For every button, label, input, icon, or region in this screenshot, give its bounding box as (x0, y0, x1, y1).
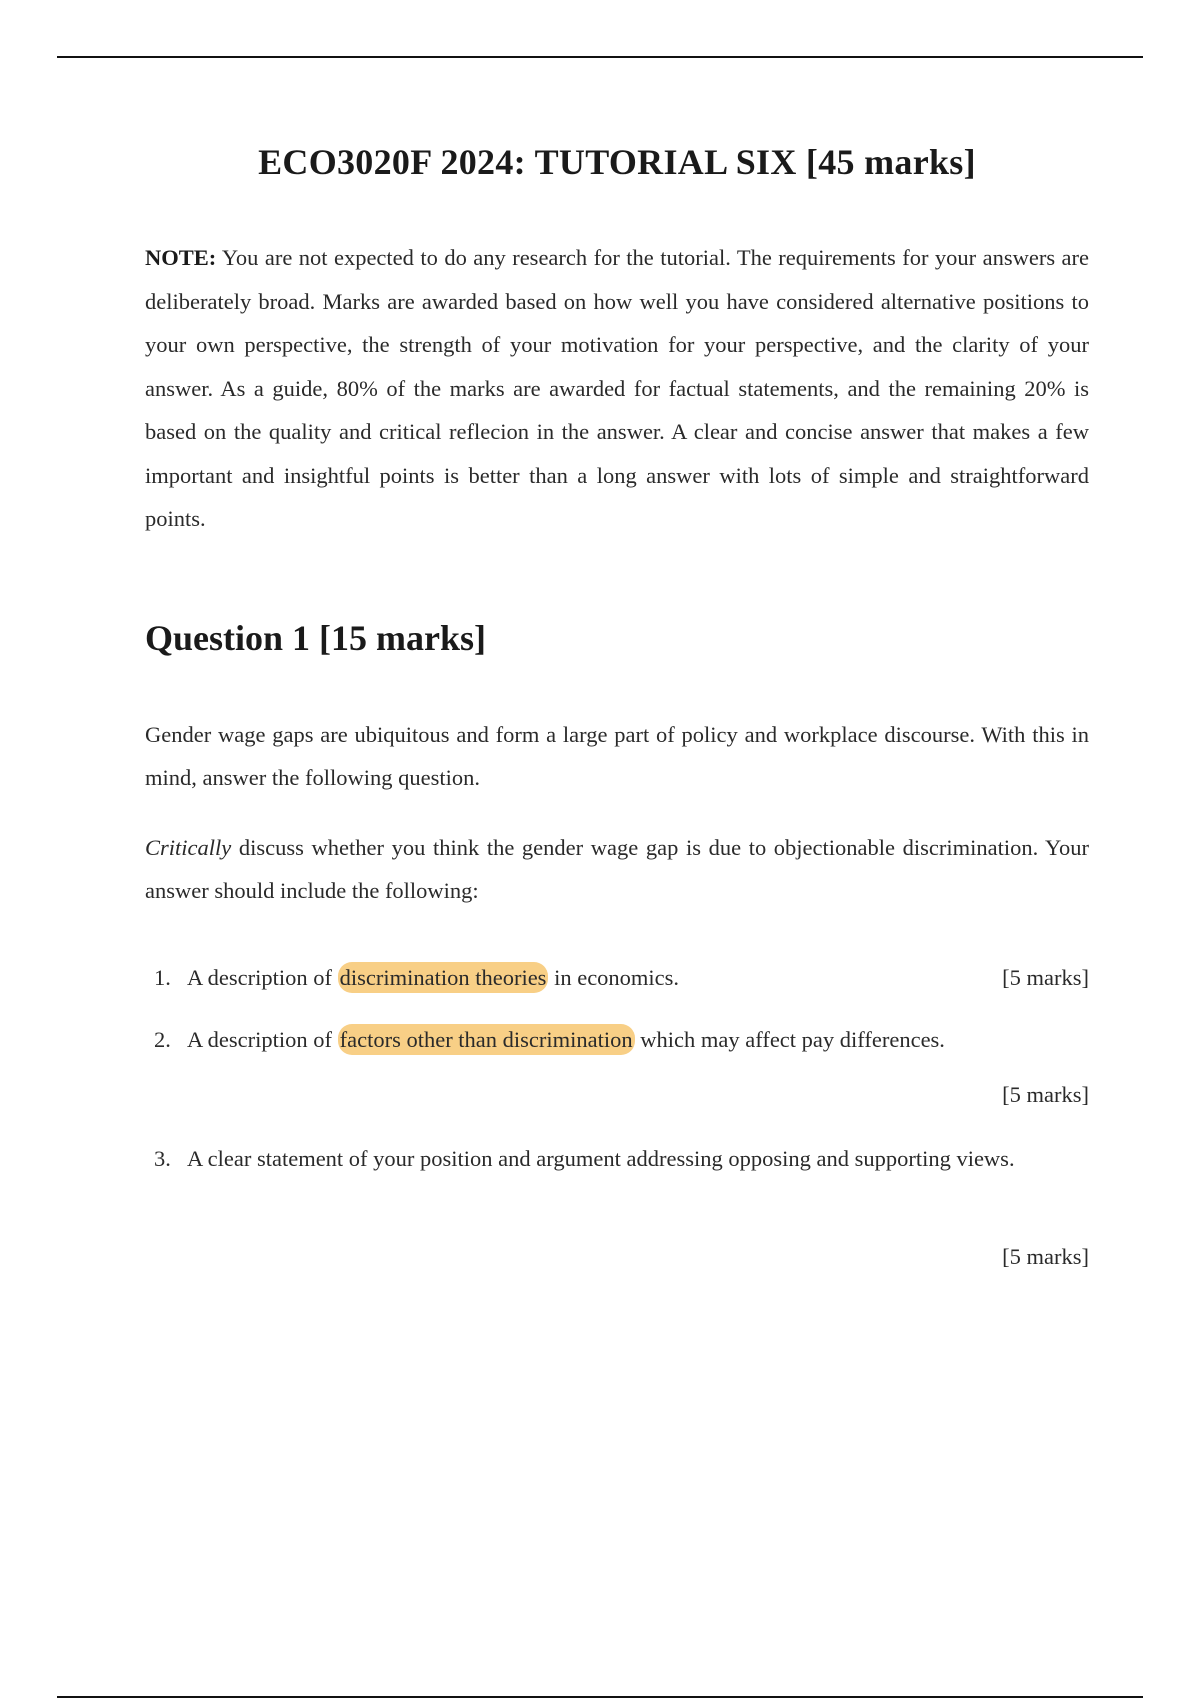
highlighted-text: factors other than discrimination (338, 1024, 635, 1055)
question-intro: Gender wage gaps are ubiquitous and form a large part of policy and workplace discourse. With this in mind, answer the following question. (145, 722, 1089, 790)
note-text: You are not expected to do any research for the tutorial. The requirements for your answers are deliberately broad. Marks are awarded based on how well you have considered alternative positions to your own perspective, the strength of your motivation for your perspective, and the clarity of your answer. As a guide, 80% of the marks are awarded for factual statements, and the remaining 20% is based on the quality and critical reflecion in the answer. A clear and concise answer that makes a few important and insightful points is better than a long answer with lots of simple and straightforward points. (145, 245, 1089, 531)
item-text (187, 1018, 1089, 1061)
bottom-rule (57, 1696, 1143, 1698)
note-label: NOTE: (145, 245, 217, 270)
prompt-text: discuss whether you think the gender wage gap is due to objectionable discrimination. Your answer should include the following: (145, 835, 1090, 903)
highlighted-text: discrimination theories (338, 962, 549, 993)
item-marks: [5 marks] (1002, 965, 1089, 990)
item-number: 3. (154, 1146, 171, 1171)
document-title: ECO3020F 2024: TUTORIAL SIX [45 marks] (258, 142, 976, 182)
top-rule (57, 56, 1143, 58)
question-prompt (145, 827, 1089, 912)
item-text-after: in economics. (548, 965, 680, 990)
item-text: A clear statement of your position and argument addressing opposing and supporting views. (187, 1146, 1015, 1171)
note-paragraph (145, 236, 1089, 541)
item-number: 1. (154, 965, 171, 990)
question-heading: Question 1 [15 marks] (145, 618, 486, 658)
item-marks: [5 marks] (1002, 1244, 1089, 1269)
item-text-before: A description of (187, 1027, 338, 1052)
prompt-emphasis: Critically (145, 835, 232, 860)
item-text-before: A description of (187, 965, 338, 990)
item-text-after: which may affect pay differences. (634, 1027, 945, 1052)
item-text (187, 956, 1089, 999)
item-marks: [5 marks] (1002, 1082, 1089, 1107)
item-number: 2. (154, 1027, 171, 1052)
